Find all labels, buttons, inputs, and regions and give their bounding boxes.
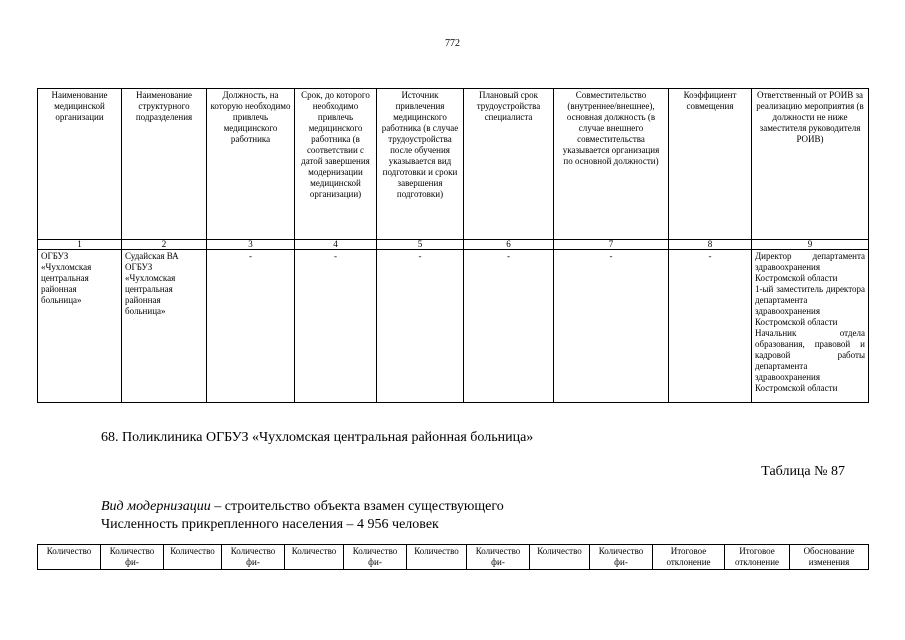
deadline-cell: - (295, 250, 377, 403)
population-line: Численность прикрепленного населения – 4 956 человек (101, 517, 439, 532)
part-time-cell: - (554, 250, 669, 403)
header-cell: Наименование структурного подразделения (122, 89, 207, 240)
table-87-header-cell: Количество (164, 545, 222, 570)
staff-table (37, 88, 869, 403)
header-cell: Плановый срок трудоустройства специалиста (464, 89, 554, 240)
division-cell: Судайская ВА ОГБУЗ «Чухломская центральная районная больница» (122, 250, 207, 403)
responsible-cell (752, 250, 869, 403)
page-number: 772 (445, 38, 460, 49)
header-cell: Срок, до которого необходимо привлечь медицинского работника (в соответствии с датой завершения модернизации медицинской организации) (295, 89, 377, 240)
table-87 (37, 544, 869, 570)
column-number: 2 (122, 240, 207, 250)
column-number: 3 (207, 240, 295, 250)
header-cell: Источник привлечения медицинского работника (в случае трудоустройства после обучения указывается вид подготовки и сроки завершения подготовки) (377, 89, 464, 240)
column-number: 8 (669, 240, 752, 250)
header-cell: Совместительство (внутреннее/внешнее), основная должность (в случае внешнего совместительства указывается организация по основной должности) (554, 89, 669, 240)
coefficient-cell: - (669, 250, 752, 403)
table-87-header-cell: Количество фи- (222, 545, 285, 570)
table-87-header-cell: Количество фи- (590, 545, 653, 570)
modernization-block (101, 498, 504, 534)
responsible-line: Директор департамента здравоохранения Костромской области (755, 251, 865, 283)
table-label: Таблица № 87 (761, 464, 845, 479)
responsible-line: 1-ый заместитель директора департамента здравоохранения Костромской области (755, 284, 865, 327)
column-number: 1 (38, 240, 122, 250)
modernization-line (101, 498, 504, 516)
column-number: 5 (377, 240, 464, 250)
table-87-header-cell: Количество фи- (467, 545, 530, 570)
source-cell: - (377, 250, 464, 403)
organization-cell: ОГБУЗ «Чухломская центральная районная больница» (38, 250, 122, 403)
table-87-header-cell: Количество (407, 545, 467, 570)
position-cell: - (207, 250, 295, 403)
table-87-header-cell: Количество фи- (344, 545, 407, 570)
table-87-header-cell: Итоговое отклонение (653, 545, 725, 570)
column-number: 4 (295, 240, 377, 250)
table-87-header-cell: Количество (38, 545, 101, 570)
table-row (38, 250, 869, 403)
column-number: 7 (554, 240, 669, 250)
header-cell: Коэффициент совмещения (669, 89, 752, 240)
table-87-header-cell: Итоговое отклонение (725, 545, 790, 570)
responsible-line: Начальник отдела образования, правовой и кадровой работы департамента здравоохранения Костромской области (755, 328, 865, 393)
table-87-header-cell: Количество (530, 545, 590, 570)
table-87-header-cell: Количество (285, 545, 344, 570)
column-number: 6 (464, 240, 554, 250)
column-number: 9 (752, 240, 869, 250)
table-87-header-row (38, 545, 869, 570)
planned-date-cell: - (464, 250, 554, 403)
table-87-header-cell: Количество фи- (101, 545, 164, 570)
modernization-label: Вид модернизации (101, 499, 211, 514)
header-cell: Должность, на которую необходимо привлечь медицинского работника (207, 89, 295, 240)
header-row (38, 89, 869, 240)
header-cell: Наименование медицинской организации (38, 89, 122, 240)
header-cell: Ответственный от РОИВ за реализацию мероприятия (в должности не ниже заместителя руководителя РОИВ) (752, 89, 869, 240)
table-87-header-cell: Обоснование изменения (790, 545, 869, 570)
section-title: 68. Поликлиника ОГБУЗ «Чухломская центральная районная больница» (101, 430, 534, 445)
column-number-row (38, 240, 869, 250)
modernization-value: – строительство объекта взамен существующего (210, 499, 504, 514)
